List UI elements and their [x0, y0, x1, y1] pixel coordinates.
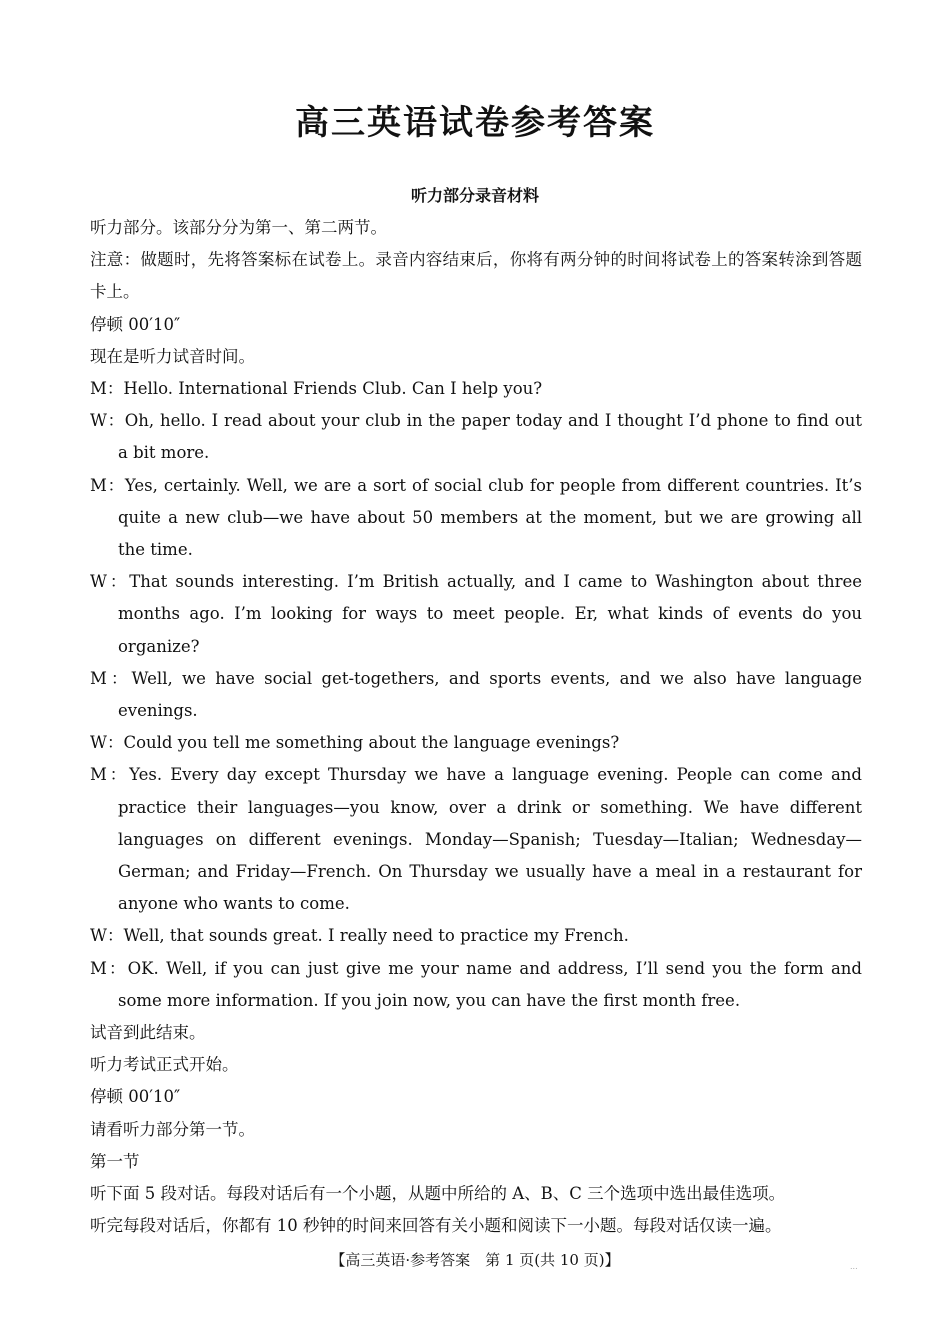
dialogue-line: M：Yes. Every day except Thursday we have a language evening. People can come and practice their languages—you know, over a drink or something. We have different languages on different evenings. Monday—Spanish; Tuesday—Italian; Wednesday—German; and Friday—French. On Thursday we usually have a meal in a restaurant for anyone who wants to come.	[90, 765, 862, 914]
dialogue-line: W：Well, that sounds great. I really need to practice my French.	[90, 926, 629, 946]
instruction-line: 听力考试正式开始。	[90, 1055, 239, 1075]
page-title: 高三英语试卷参考答案	[295, 103, 655, 143]
section-heading: 第一节	[90, 1151, 140, 1171]
instruction-line: 现在是听力试音时间。	[90, 346, 255, 366]
dialogue-line: M：Yes, certainly. Well, we are a sort of social club for people from different countries. It’s quite a new club—we have about 50 members at the moment, but we are growing all the time.	[90, 475, 862, 560]
transcript-body	[90, 212, 862, 1243]
instruction-line: 请看听力部分第一节。	[90, 1119, 255, 1139]
section-subtitle: 听力部分录音材料	[410, 186, 539, 205]
dialogue-line: M：OK. Well, if you can just give me your name and address, I’ll send you the form and some more information. If you join now, you can have the first month free.	[90, 958, 862, 1010]
instruction-line: 听下面 5 段对话。每段对话后有一个小题，从题中所给的 A、B、C 三个选项中选出最佳选项。	[90, 1184, 786, 1204]
dialogue-line: W：Oh, hello. I read about your club in the paper today and I thought I’d phone to find out a bit more.	[90, 411, 862, 463]
instruction-line: 听力部分。该部分分为第一、第二两节。	[90, 218, 387, 237]
pause-line: 停顿 00′10″	[90, 1087, 181, 1107]
page-footer: 【高三英语·参考答案 第 1 页(共 10 页)】	[330, 1251, 620, 1269]
instruction-line: 试音到此结束。	[90, 1023, 206, 1043]
pause-line: 停顿 00′10″	[90, 314, 181, 334]
instruction-line: 听完每段对话后，你都有 10 秒钟的时间来回答有关小题和阅读下一小题。每段对话仅读一遍。	[90, 1216, 782, 1236]
instruction-line: 注意：做题时，先将答案标在试卷上。录音内容结束后，你将有两分钟的时间将试卷上的答案转涂到答题卡上。	[90, 250, 862, 302]
corner-mark: ...	[850, 1262, 858, 1271]
dialogue-line: W：That sounds interesting. I’m British actually, and I came to Washington about three months ago. I’m looking for ways to meet people. Er, what kinds of events do you organize?	[90, 572, 862, 656]
dialogue-line: W：Could you tell me something about the language evenings?	[90, 733, 620, 753]
dialogue-line: M：Hello. International Friends Club. Can I help you?	[90, 379, 543, 399]
dialogue-line: M：Well, we have social get-togethers, and sports events, and we also have language evenings.	[90, 668, 862, 721]
